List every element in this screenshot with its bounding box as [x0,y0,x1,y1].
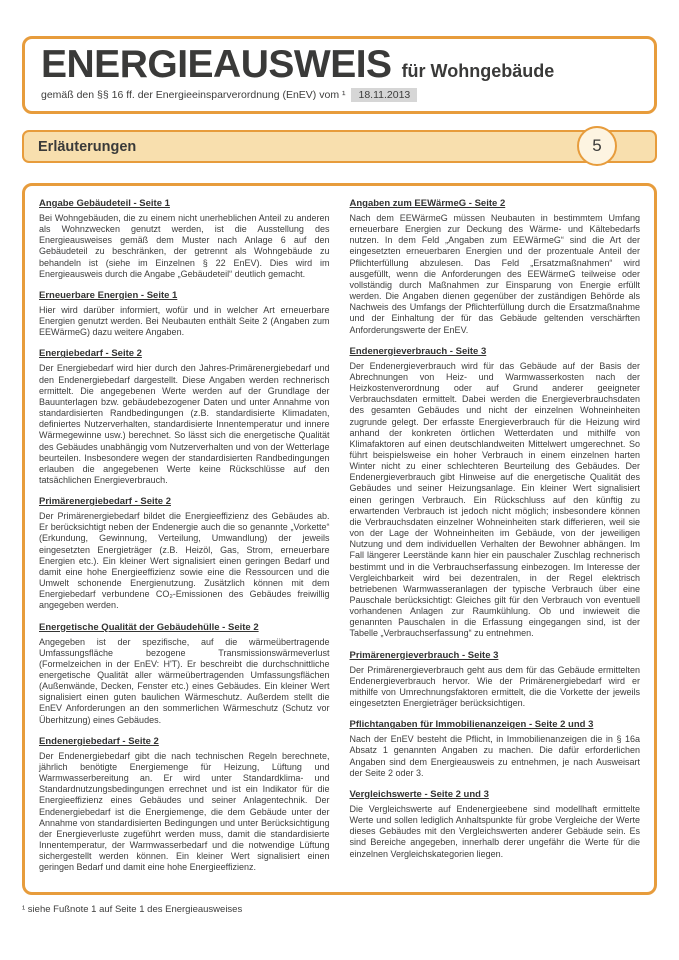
section-erneuerbare-energien [39,290,330,338]
section-energetische-qualitaet [39,622,330,726]
section-body: Der Energiebedarf wird hier durch den Jahres-Primärenergiebedarf und den Endenergiebedarf dargestellt. Diese Angaben werden rechnerisch ermittelt. Die angegebenen Werte werden auf der Grundlage der Bauunterlagen bzw. gebäudebezogener Daten und unter Annahme von standardisierten Randbedingungen (z.B. standardisierte Klimadaten, definiertes Nutzerverhalten, standardisierte Innentemperatur und innere Wärmegewinne usw.) berechnet. So lässt sich die energetische Qualität des Gebäudes unabhängig vom Nutzerverhalten und von der Wetterlage beurteilen. Insbesondere wegen der standardisierten Randbedingungen erlauben die angegebenen Werte keine Rückschlüsse auf den tatsächlichen Energieverbrauch. [39,363,330,485]
section-heading: Endenergieverbrauch - Seite 3 [349,345,487,357]
section-primaerenergieverbrauch [350,650,641,710]
footnote-text: ¹ siehe Fußnote 1 auf Seite 1 des Energieausweises [22,904,243,915]
section-title: Erläuterungen [38,138,137,155]
section-heading: Energiebedarf - Seite 2 [39,348,142,360]
document-subtitle: für Wohngebäude [401,61,555,81]
regulation-text: gemäß den §§ 16 ff. der Energieeinsparverordnung (EnEV) vom ¹ [41,88,346,101]
section-heading: Endenergiebedarf - Seite 2 [39,735,159,747]
regulation-row [41,88,638,102]
header-box [22,36,657,114]
section-body: Bei Wohngebäuden, die zu einem nicht unerheblichen Anteil zu anderen als Wohnzwecken genutzt werden, ist die Ausstellung des Energieausweises gemäß dem Muster nach Anlage 6 auf den Gebäudeteil zu beschränken, der getrennt als Wohngebäude zu behandeln ist (siehe im Einzelnen § 22 EnEV). Dies wird im Energieausweis durch die Angabe „Gebäudeteil“ deutlich gemacht. [39,213,330,279]
section-eewaermeg [350,198,641,336]
right-column [350,198,641,882]
section-body: Hier wird darüber informiert, wofür und in welcher Art erneuerbare Energien genutzt werden. Bei Neubauten enthält Seite 2 (Angaben zum EEWärmeG) dazu weitere Angaben. [39,304,330,338]
section-body: Der Primärenergieverbrauch geht aus dem für das Gebäude ermittelten Endenergieverbrauch hervor. Wie der Primärenergiebedarf wird er mithilfe von Umrechnungsfaktoren ermittelt, die die Vorkette der jeweils eingesetzten Energieträger berücksichtigen. [349,664,640,709]
section-heading: Erneuerbare Energien - Seite 1 [39,289,178,301]
title-row [41,45,638,86]
section-body: Der Endenergiebedarf gibt die nach technischen Regeln berechnete, jährlich benötigte Energiemenge für Heizung, Lüftung und Warmwasserbereitung an. Er wird unter Standardklima- und Standardnutzungsbedingungen errechnet und ist ein Indikator für die Energieeffizienz eines Gebäudes und seiner Anlagentechnik. Der Endenergiebedarf ist die Energiemenge, die dem Gebäude unter der Annahme von standardisierten Bedingungen und unter Berücksichtigung der Energieverluste zugeführt werden muss, damit die standardisierte Innentemperatur, der Warmwasserbedarf und die notwendige Lüftung sichergestellt werden können. Ein kleiner Wert signalisiert einen geringen Bedarf und damit eine hohe Energieeffizienz. [39,750,330,873]
page-number: 5 [592,136,602,155]
section-body: Die Vergleichswerte auf Endenergieebene sind modellhaft ermittelte Werte und sollen lediglich Anhaltspunkte für grobe Vergleiche der Werte dieses Gebäudes mit den Vergleichswerten anderer Gebäude sein. Es sind Bereiche angegeben, innerhalb derer ungefähr die Werte für die einzelnen Vergleichskategorien liegen. [349,803,640,859]
section-body: Der Primärenergiebedarf bildet die Energieeffizienz des Gebäudes ab. Er berücksichtigt neben der Endenergie auch die so genannte „Vorkette“ (Erkundung, Gewinnung, Verteilung, Umwandlung) der jeweils eingesetzten Energieträger (z.B. Heizöl, Gas, Strom, erneuerbare Energien etc.). Ein kleiner Wert signalisiert einen geringen Bedarf und damit eine hohe Energieeffizienz sowie eine die Ressourcen und die Umwelt schonende Energienutzung. Zusätzlich können mit dem Energiebedarf verbundene CO₂-Emissionen des Gebäudes freiwillig angegeben werden. [39,511,330,611]
section-energiebedarf [39,348,330,486]
section-heading: Energetische Qualität der Gebäudehülle - Seite 2 [39,621,259,633]
section-heading: Angaben zum EEWärmeG - Seite 2 [349,198,506,209]
section-endenergieverbrauch [350,346,641,640]
explanations-box [22,183,657,895]
section-endenergiebedarf [39,736,330,874]
section-body: Der Endenergieverbrauch wird für das Gebäude auf der Basis der Abrechnungen von Heiz- und Warmwasserkosten nach der Heizkostenverordnung oder auf Grund anderer geeigneter Verbrauchsdaten ermittelt. Dabei werden die Energieverbrauchsdaten des gesamten Gebäudes und nicht der einzelnen Wohneinheiten zugrunde gelegt. Der erfasste Energieverbrauch für die Heizung wird anhand der konkreten örtlichen Wetterdaten und mithilfe von Klimafaktoren auf einen deutschlandweiten Mittelwert umgerechnet. So führt beispielsweise ein hoher Verbrauch in einem einzelnen harten Winter nicht zu einer schlechteren Beurteilung des Gebäudes. Der Endenergieverbrauch gibt Hinweise auf die energetische Qualität des Gebäudes und seiner Heizungsanlage. Ein kleiner Wert signalisiert einen geringen Verbrauch. Ein Rückschluss auf den künftig zu erwartenden Verbrauch ist jedoch nicht möglich; insbesondere können die Verbrauchsdaten einzelner Wohneinheiten stark differieren, weil sie von der Lage der Wohneinheiten im Gebäude, von der jeweiligen Nutzung und dem individuellen Verhalten der Bewohner abhängen. Im Fall längerer Leerstände kann hier ein pauschaler Zuschlag rechnerisch bestimmt und in die Verbrauchserfassung einbezogen. Im Interesse der Vergleichbarkeit wird bei dezentralen, in der Regel elektrisch betriebenen Warmwasseranlagen der typische Verbrauch über eine Pauschale berücksichtigt: Gleiches gilt für den Verbrauch von eventuell vorhandenen Anlagen zur Raumkühlung. Ob und inwieweit die genannten Pauschalen in die Erfassung eingegangen sind, ist der Tabelle „Verbrauchserfassung“ zu entnehmen. [349,360,640,639]
section-body: Nach der EnEV besteht die Pflicht, in Immobilienanzeigen die in § 16a Absatz 1 genannten Angaben zu machen. Die dafür erforderlichen Angaben sind dem Energieausweis zu entnehmen, je nach Ausweisart der Seite 2 oder 3. [349,734,640,778]
page-number-badge [577,126,617,166]
section-body: Nach dem EEWärmeG müssen Neubauten in bestimmtem Umfang erneuerbare Energien zur Deckung des Wärme- und Kältebedarfs nutzen. In dem Feld „Angaben zum EEWärmeG“ sind die Art der eingesetzten erneuerbaren Energien und der prozentuale Anteil der Pflichterfüllung abzulesen. Das Feld „Ersatzmaßnahmen“ wird ausgefüllt, wenn die Anforderungen des EEWärmeG teilweise oder vollständig durch Maßnahmen zur Einsparung von Energie erfüllt werden. Die Angaben dienen gegenüber der zuständigen Behörde als Nachweis des Umfangs der Pflichterfüllung durch die Ersatzmaßnahme und der Einhaltung der für das Gebäude geltenden verschärften Anforderungswerte der EnEV. [349,213,640,335]
section-angabe-gebaeudeteil [39,198,330,280]
regulation-date: 18.11.2013 [351,88,417,102]
section-heading: Primärenergieverbrauch - Seite 3 [349,649,499,661]
section-heading: Primärenergiebedarf - Seite 2 [39,496,171,508]
section-heading: Vergleichswerte - Seite 2 und 3 [349,788,489,800]
section-heading: Angabe Gebäudeteil - Seite 1 [39,198,170,209]
document-title: ENERGIEAUSWEIS [41,43,392,86]
footnote [22,904,657,915]
section-vergleichswerte [350,789,641,860]
left-column [39,198,330,882]
section-title-row [22,130,657,163]
section-primaerenergiebedarf [39,496,330,611]
section-pflichtangaben-immobilienanzeigen [350,719,641,779]
section-heading: Pflichtangaben für Immobilienanzeigen - Seite 2 und 3 [349,719,594,731]
section-body: Angegeben ist der spezifische, auf die wärmeübertragende Umfassungsfläche bezogene Transmissionswärmeverlust (Formelzeichen in der EnEV: H'T). Er beschreibt die durchschnittliche energetische Qualität aller wärmeübertragenden Umfassungsflächen (Außenwände, Decken, Fenster etc.) eines Gebäudes. Ein kleiner Wert signalisiert einen guten baulichen Wärmeschutz. Außerdem stellt die EnEV Anforderungen an den sommerlichen Wärmeschutz (Schutz vor Überhitzung) eines Gebäudes. [39,636,330,725]
section-title-bar [22,130,657,163]
